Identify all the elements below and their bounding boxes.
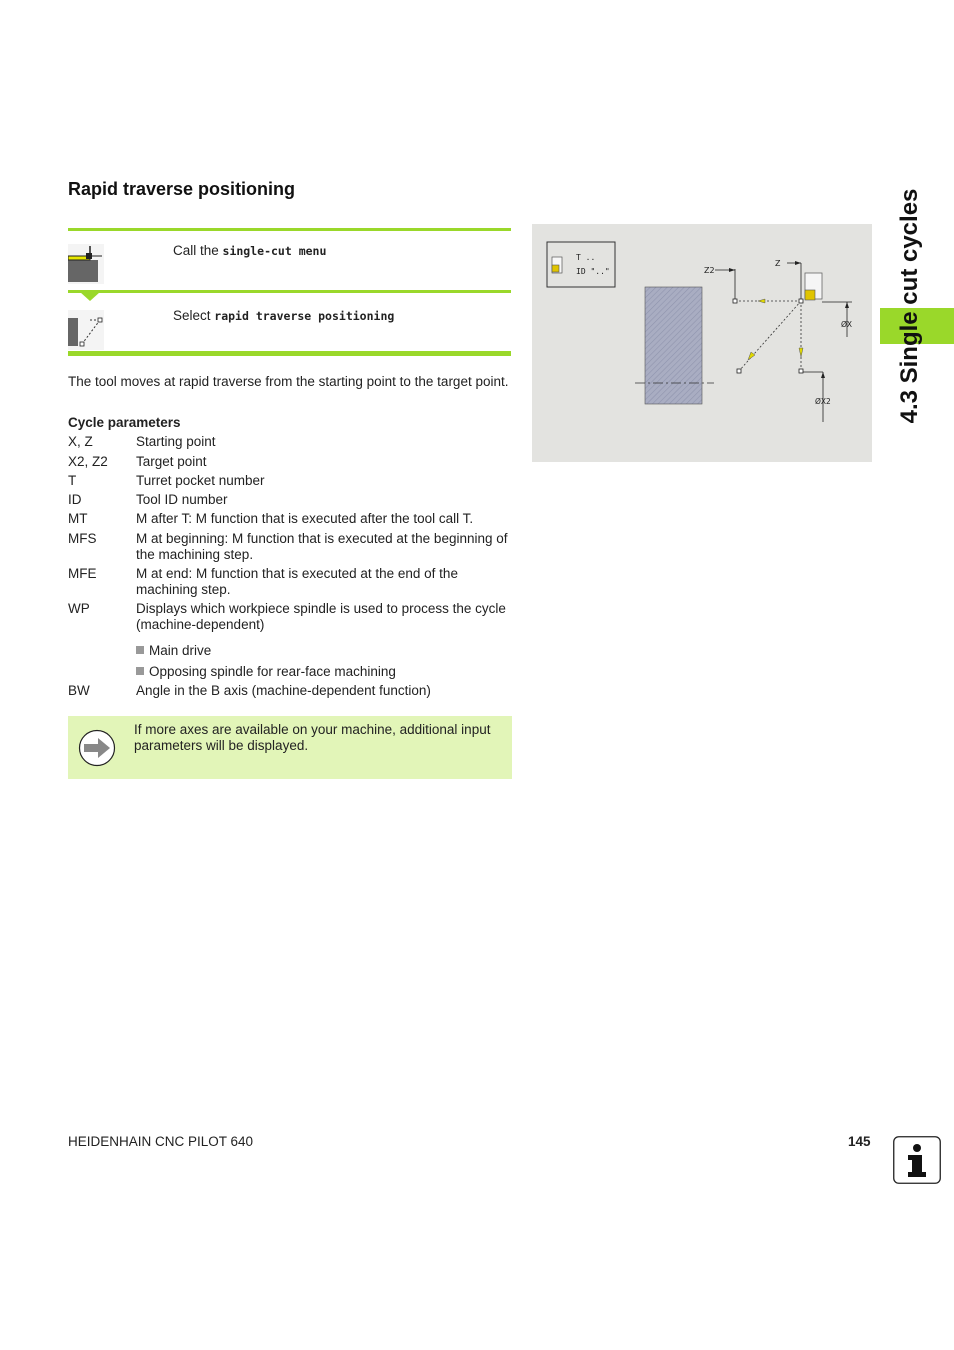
label-z: Z	[775, 259, 781, 268]
tool-insert-icon	[552, 265, 559, 272]
green-divider	[68, 290, 511, 293]
param-key: WP	[68, 601, 90, 616]
param-key: X2, Z2	[68, 454, 108, 469]
page-number: 145	[848, 1134, 871, 1149]
tool-insert	[805, 290, 815, 300]
param-desc: M at end: M function that is executed at the end of the machining step.	[136, 566, 458, 597]
param-desc: Tool ID number	[136, 492, 228, 507]
note-text: If more axes are available on your machine, additional input parameters will be displayed.	[134, 722, 491, 753]
info-icon	[893, 1136, 941, 1184]
label-x: ØX	[841, 320, 853, 329]
arrow-right-icon	[78, 729, 116, 767]
param-key: X, Z	[68, 434, 93, 449]
param-key: MFS	[68, 531, 97, 546]
chapter-title: 4.3 Single cut cycles	[896, 188, 923, 424]
section-title: Rapid traverse positioning	[68, 179, 296, 199]
intro-paragraph: The tool moves at rapid traverse from the starting point to the target point.	[68, 374, 509, 389]
single-cut-softkey-icon	[68, 244, 104, 284]
box-t-label: T ..	[576, 253, 596, 262]
step-2-text: Select rapid traverse positioning	[173, 308, 395, 323]
step-1-text: Call the single-cut menu	[173, 243, 327, 258]
param-desc: Angle in the B axis (machine-dependent function)	[136, 683, 431, 698]
cycle-diagram	[532, 224, 872, 462]
param-desc: Starting point	[136, 434, 216, 449]
wp-option-main-drive: Main drive	[136, 643, 211, 659]
param-key: MFE	[68, 566, 97, 581]
green-divider	[68, 351, 511, 356]
param-desc: Target point	[136, 454, 207, 469]
param-desc: M after T: M function that is executed after the tool call T.	[136, 511, 474, 526]
label-x2: ØX2	[815, 397, 831, 406]
bullet-square-icon	[136, 667, 144, 675]
param-key: MT	[68, 511, 88, 526]
bullet-square-icon	[136, 646, 144, 654]
box-id-label: ID ".."	[576, 267, 610, 276]
label-z2: Z2	[704, 266, 715, 275]
step-arrow-icon	[80, 292, 100, 302]
rapid-traverse-softkey-icon	[68, 310, 104, 350]
param-key: ID	[68, 492, 82, 507]
param-desc: Turret pocket number	[136, 473, 265, 488]
green-divider	[68, 228, 511, 231]
params-heading: Cycle parameters	[68, 415, 181, 430]
workpiece	[645, 287, 702, 404]
cycle-figure	[532, 224, 872, 462]
footer-product: HEIDENHAIN CNC PILOT 640	[68, 1134, 254, 1149]
wp-option-opposing-spindle: Opposing spindle for rear-face machining	[136, 664, 396, 680]
param-key: T	[68, 473, 77, 488]
param-desc: M at beginning: M function that is executed at the beginning of the machining step.	[136, 531, 508, 562]
param-key: BW	[68, 683, 90, 698]
param-desc: Displays which workpiece spindle is used to process the cycle (machine-dependent)	[136, 601, 506, 632]
